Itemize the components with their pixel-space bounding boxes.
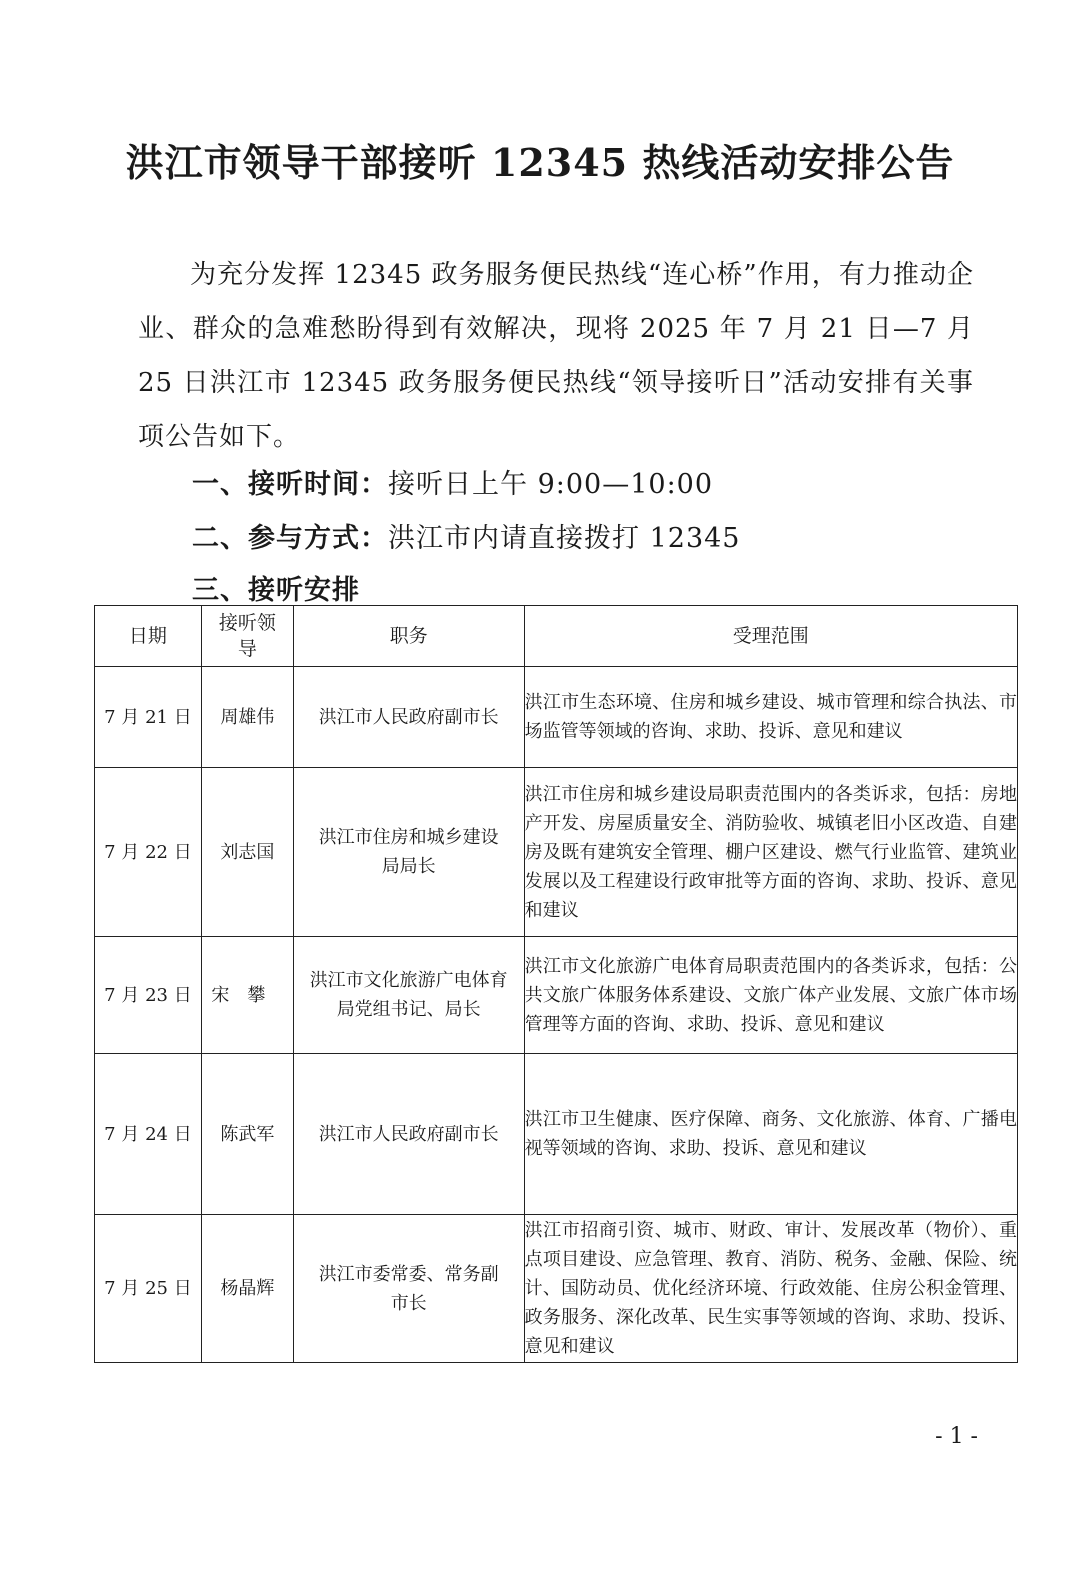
page-title: 洪江市领导干部接听 12345 热线活动安排公告 [125,140,955,185]
table-row [95,937,1018,1054]
cell-date: 7 月 25 日 [95,1215,202,1363]
cell-position: 洪江市人民政府副市长 [293,1054,524,1215]
cell-position: 洪江市文化旅游广电体育局党组书记、局长 [293,937,524,1054]
cell-date: 7 月 23 日 [95,937,202,1054]
intro-paragraph: 为充分发挥 12345 政务服务便民热线“连心桥”作用，有力推动企业、群众的急难愁盼得到有效解决，现将 2025 年 7 月 21 日—7 月 25 日洪江市 12345 政务服务便民热线“领导接听日”活动安排有关事项公告如下。 [138,260,974,452]
cell-leader: 宋攀 [201,937,293,1054]
cell-leader: 陈武军 [201,1054,293,1215]
cell-date: 7 月 22 日 [95,768,202,937]
table-row [95,1215,1018,1363]
section-heading: 二、参与方式： [192,523,388,554]
cell-scope: 洪江市卫生健康、医疗保障、商务、文化旅游、体育、广播电视等领域的咨询、求助、投诉、意见和建议 [524,1054,1017,1215]
page-number: - 1 - [935,1424,978,1449]
section-listening-time [192,462,713,501]
table-row [95,768,1018,937]
section-participation [192,516,740,555]
table-row [95,1054,1018,1215]
section-value: 洪江市内请直接拨打 12345 [388,523,741,554]
header-leader: 接听领导 [201,606,293,667]
section-schedule [192,568,360,607]
cell-position: 洪江市委常委、常务副市长 [293,1215,524,1363]
header-scope: 受理范围 [524,606,1017,667]
cell-leader: 周雄伟 [201,667,293,768]
cell-leader: 刘志国 [201,768,293,937]
table-header-row [95,606,1018,667]
section-heading: 一、接听时间： [192,469,388,500]
cell-scope: 洪江市招商引资、城市、财政、审计、发展改革（物价）、重点项目建设、应急管理、教育、消防、税务、金融、保险、统计、国防动员、优化经济环境、行政效能、住房公积金管理、政务服务、深化改革、民生实事等领域的咨询、求助、投诉、意见和建议 [524,1215,1017,1363]
cell-leader: 杨晶辉 [201,1215,293,1363]
cell-position: 洪江市住房和城乡建设局局长 [293,768,524,937]
schedule-table [94,605,1018,1363]
cell-scope: 洪江市文化旅游广电体育局职责范围内的各类诉求，包括：公共文旅广体服务体系建设、文旅广体产业发展、文旅广体市场管理等方面的咨询、求助、投诉、意见和建议 [524,937,1017,1054]
cell-date: 7 月 24 日 [95,1054,202,1215]
section-value: 接听日上午 9:00—10:00 [388,469,714,500]
header-position: 职务 [293,606,524,667]
header-date: 日期 [95,606,202,667]
cell-date: 7 月 21 日 [95,667,202,768]
cell-position: 洪江市人民政府副市长 [293,667,524,768]
cell-scope: 洪江市住房和城乡建设局职责范围内的各类诉求，包括：房地产开发、房屋质量安全、消防验收、城镇老旧小区改造、自建房及既有建筑安全管理、棚户区建设、燃气行业监管、建筑业发展以及工程建设行政审批等方面的咨询、求助、投诉、意见和建议 [524,768,1017,937]
table-row [95,667,1018,768]
section-heading: 三、接听安排 [192,575,360,606]
cell-scope: 洪江市生态环境、住房和城乡建设、城市管理和综合执法、市场监管等领域的咨询、求助、投诉、意见和建议 [524,667,1017,768]
